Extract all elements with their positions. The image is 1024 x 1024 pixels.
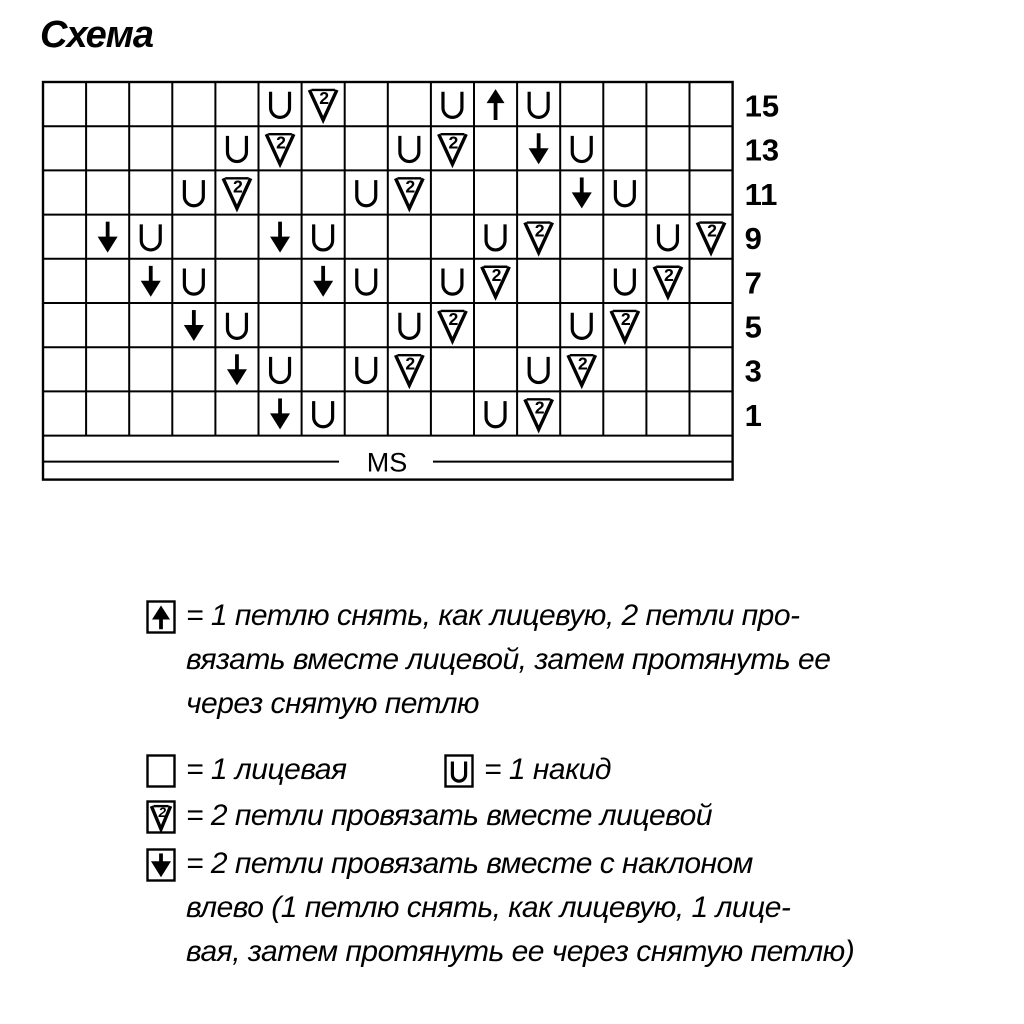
legend-yo-symbol-icon bbox=[444, 754, 474, 788]
svg-text:2: 2 bbox=[448, 309, 459, 330]
svg-text:2: 2 bbox=[707, 220, 717, 241]
row-number-label: 9 bbox=[744, 221, 762, 257]
chart-title: Схема bbox=[40, 14, 154, 56]
svg-text:2: 2 bbox=[448, 132, 459, 153]
row-number-label: 13 bbox=[744, 132, 780, 168]
legend-dn-symbol-icon bbox=[146, 848, 176, 882]
legend-k2tog-text: = 2 петли провязать вместе лицевой bbox=[186, 799, 713, 832]
legend-knit-text: = 1 лицевая bbox=[186, 753, 347, 786]
svg-text:2: 2 bbox=[534, 220, 545, 241]
svg-text:2: 2 bbox=[233, 176, 243, 197]
svg-text:2: 2 bbox=[577, 353, 588, 374]
svg-text:2: 2 bbox=[276, 132, 286, 153]
legend-up-symbol-icon bbox=[146, 600, 176, 634]
svg-text:2: 2 bbox=[664, 264, 674, 285]
legend-up-line-1: = 1 петлю снять, как лицевую, 2 петли про- bbox=[186, 599, 800, 632]
svg-text:2: 2 bbox=[319, 88, 330, 109]
row-number-label: 3 bbox=[744, 353, 762, 389]
legend-dn-line-1: = 2 петли провязать вместе с наклоном bbox=[186, 847, 753, 880]
legend-k2tog-symbol-icon bbox=[146, 800, 176, 834]
legend-knit-symbol-icon bbox=[146, 754, 176, 788]
legend-dn-line-3: вая, затем протянуть ее через снятую петлю) bbox=[186, 935, 855, 968]
row-number-label: 15 bbox=[744, 88, 780, 124]
row-number-label: 7 bbox=[744, 265, 762, 301]
svg-text:2: 2 bbox=[620, 309, 631, 330]
row-number-label: 5 bbox=[744, 309, 762, 345]
svg-text:2: 2 bbox=[158, 805, 166, 820]
legend-yo-text: = 1 накид bbox=[484, 753, 611, 786]
svg-text:2: 2 bbox=[405, 353, 416, 374]
legend-up-line-2: вязать вместе лицевой, затем протянуть ее bbox=[186, 643, 831, 676]
svg-text:2: 2 bbox=[405, 176, 416, 197]
svg-text:2: 2 bbox=[534, 397, 545, 418]
row-number-label: 11 bbox=[744, 176, 778, 212]
svg-text:2: 2 bbox=[491, 264, 502, 285]
row-number-label: 1 bbox=[744, 397, 762, 433]
repeat-label: MS bbox=[366, 447, 408, 478]
legend-up-line-3: через снятую петлю bbox=[186, 687, 479, 720]
legend-dn-line-2: влево (1 петлю снять, как лицевую, 1 лице- bbox=[186, 891, 791, 924]
